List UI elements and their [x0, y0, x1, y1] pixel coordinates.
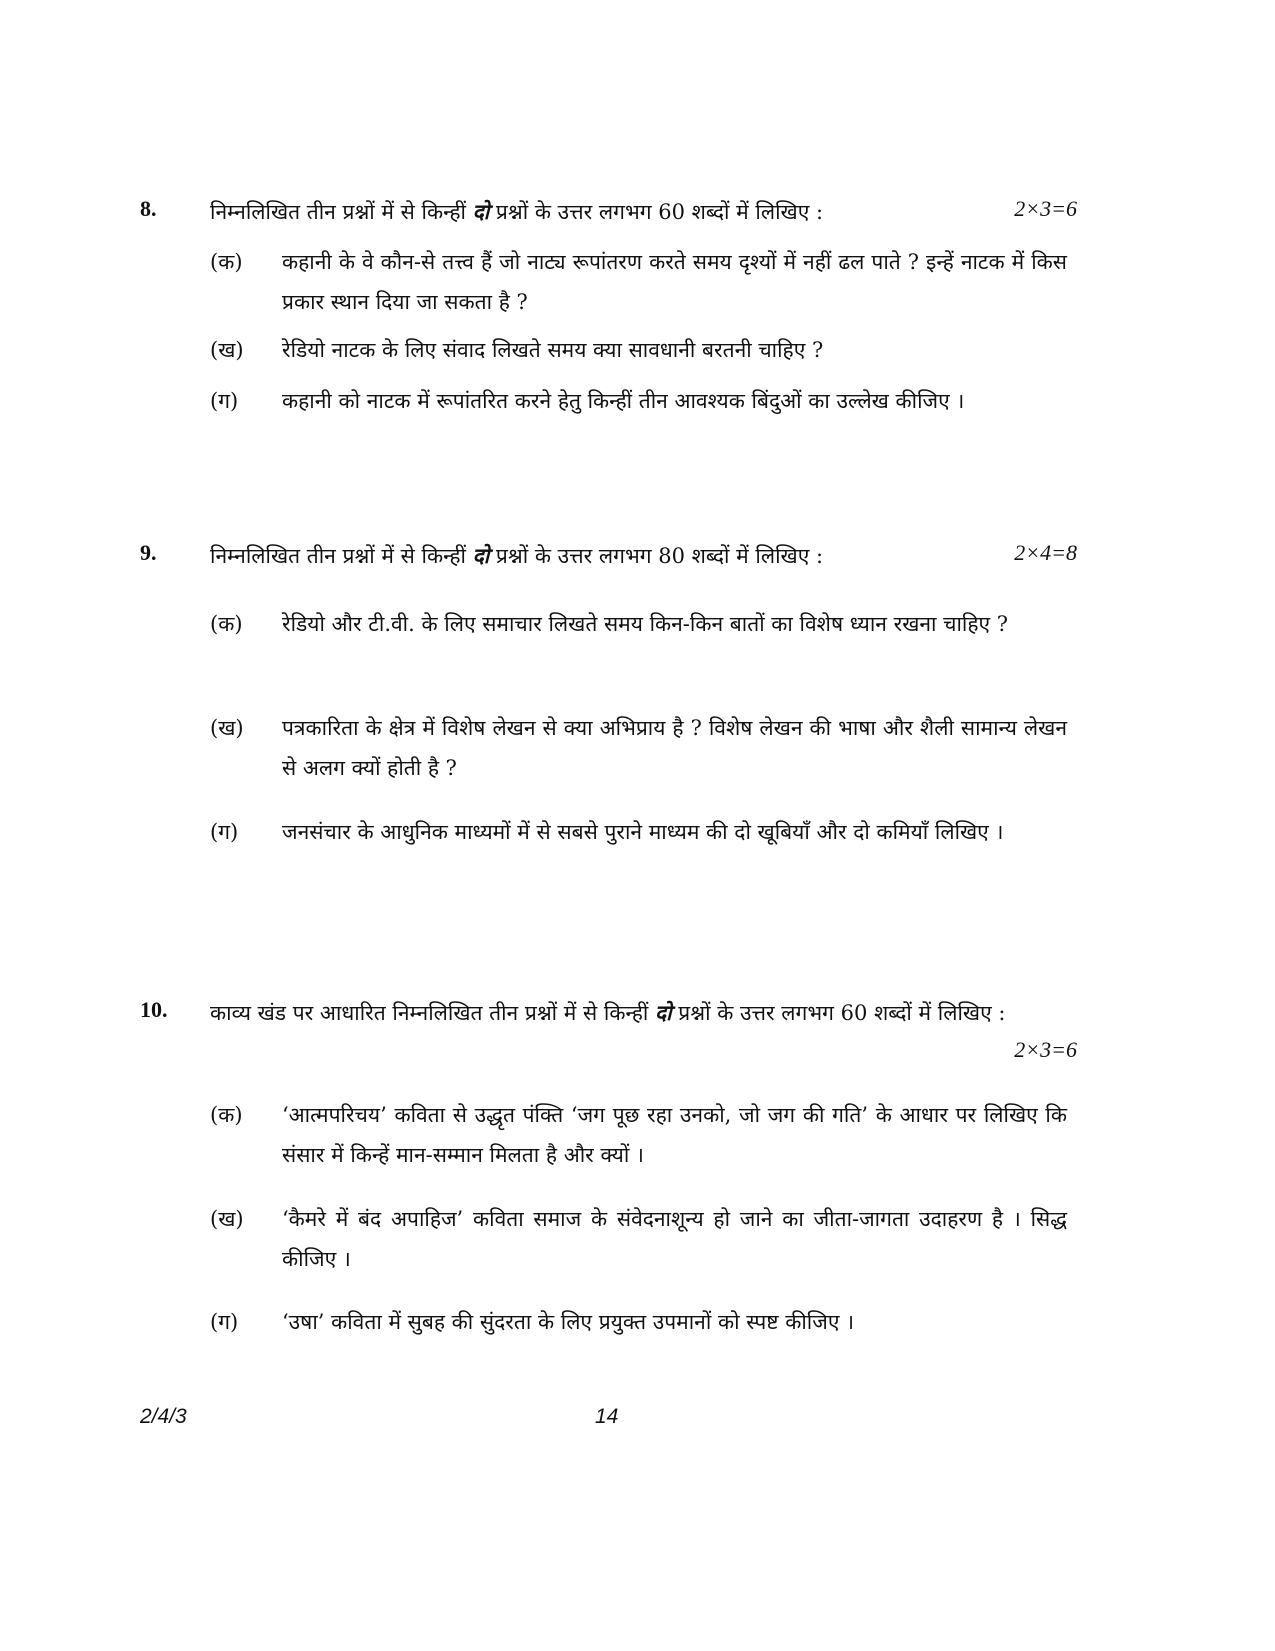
- marks-label: 2×3=6: [1014, 1037, 1077, 1062]
- emphasis-text: दो: [472, 199, 490, 224]
- part-label: (क): [210, 1103, 243, 1127]
- question-number: 9.: [140, 540, 157, 565]
- part-text: कहानी के वे कौन-से तत्त्व हैं जो नाट्य रूपांतरण करते समय दृश्यों में नहीं ढल पाते ? इन्हें नाटक में किस प्रकार स्थान दिया जा सकता है ?: [282, 250, 1067, 314]
- emphasis-text: दो: [472, 543, 490, 568]
- part-text: जनसंचार के आधुनिक माध्यमों में से सबसे पुराने माध्यम की दो खूबियाँ और दो कमियाँ लिखिए ।: [282, 820, 1004, 844]
- question-text: निम्नलिखित तीन प्रश्नों में से किन्हीं दो प्रश्नों के उत्तर लगभग 60 शब्दों में लिखिए :: [210, 199, 824, 224]
- part-label: (क): [210, 612, 243, 636]
- part-text: रेडियो नाटक के लिए संवाद लिखते समय क्या सावधानी बरतनी चाहिए ?: [282, 338, 824, 362]
- page-number: 14: [595, 1405, 619, 1428]
- marks-label: 2×3=6: [1014, 196, 1077, 221]
- part-label: (ख): [210, 338, 244, 362]
- question-number: 8.: [140, 196, 157, 221]
- paper-code: 2/4/3: [140, 1405, 187, 1428]
- part-text: ‘उषा’ कविता में सुबह की सुंदरता के लिए प्रयुक्त उपमानों को स्पष्ट कीजिए ।: [282, 1310, 855, 1334]
- question-text: काव्य खंड पर आधारित निम्नलिखित तीन प्रश्नों में से किन्हीं दो प्रश्नों के उत्तर लगभग 60 शब्दों में लिखिए :: [210, 1000, 1006, 1025]
- part-text: ‘कैमरे में बंद अपाहिज’ कविता समाज के संवेदनाशून्य हो जाने का जीता-जागता उदाहरण है । सिद्ध कीजिए ।: [282, 1207, 1067, 1271]
- part-text: कहानी को नाटक में रूपांतरित करने हेतु किन्हीं तीन आवश्यक बिंदुओं का उल्लेख कीजिए ।: [282, 389, 965, 413]
- question-number: 10.: [140, 997, 168, 1022]
- part-text: पत्रकारिता के क्षेत्र में विशेष लेखन से क्या अभिप्राय है ? विशेष लेखन की भाषा और शैली सामान्य लेखन से अलग क्यों होती है ?: [282, 716, 1067, 780]
- emphasis-text: दो: [655, 1000, 672, 1025]
- part-text: रेडियो और टी.वी. के लिए समाचार लिखते समय किन-किन बातों का विशेष ध्यान रखना चाहिए ?: [282, 612, 1009, 636]
- part-text: ‘आत्मपरिचय’ कविता से उद्धृत पंक्ति ‘जग पूछ रहा उनको, जो जग की गति’ के आधार पर लिखिए कि संसार में किन्हें मान-सम्मान मिलता है और क्यों ।: [282, 1103, 1067, 1167]
- part-label: (क): [210, 250, 243, 274]
- part-label: (ग): [210, 389, 239, 413]
- part-label: (ख): [210, 1207, 244, 1231]
- marks-label: 2×4=8: [1014, 540, 1077, 565]
- part-label: (ख): [210, 716, 244, 740]
- part-label: (ग): [210, 1310, 239, 1334]
- part-label: (ग): [210, 820, 239, 844]
- question-text: निम्नलिखित तीन प्रश्नों में से किन्हीं दो प्रश्नों के उत्तर लगभग 80 शब्दों में लिखिए :: [210, 543, 824, 568]
